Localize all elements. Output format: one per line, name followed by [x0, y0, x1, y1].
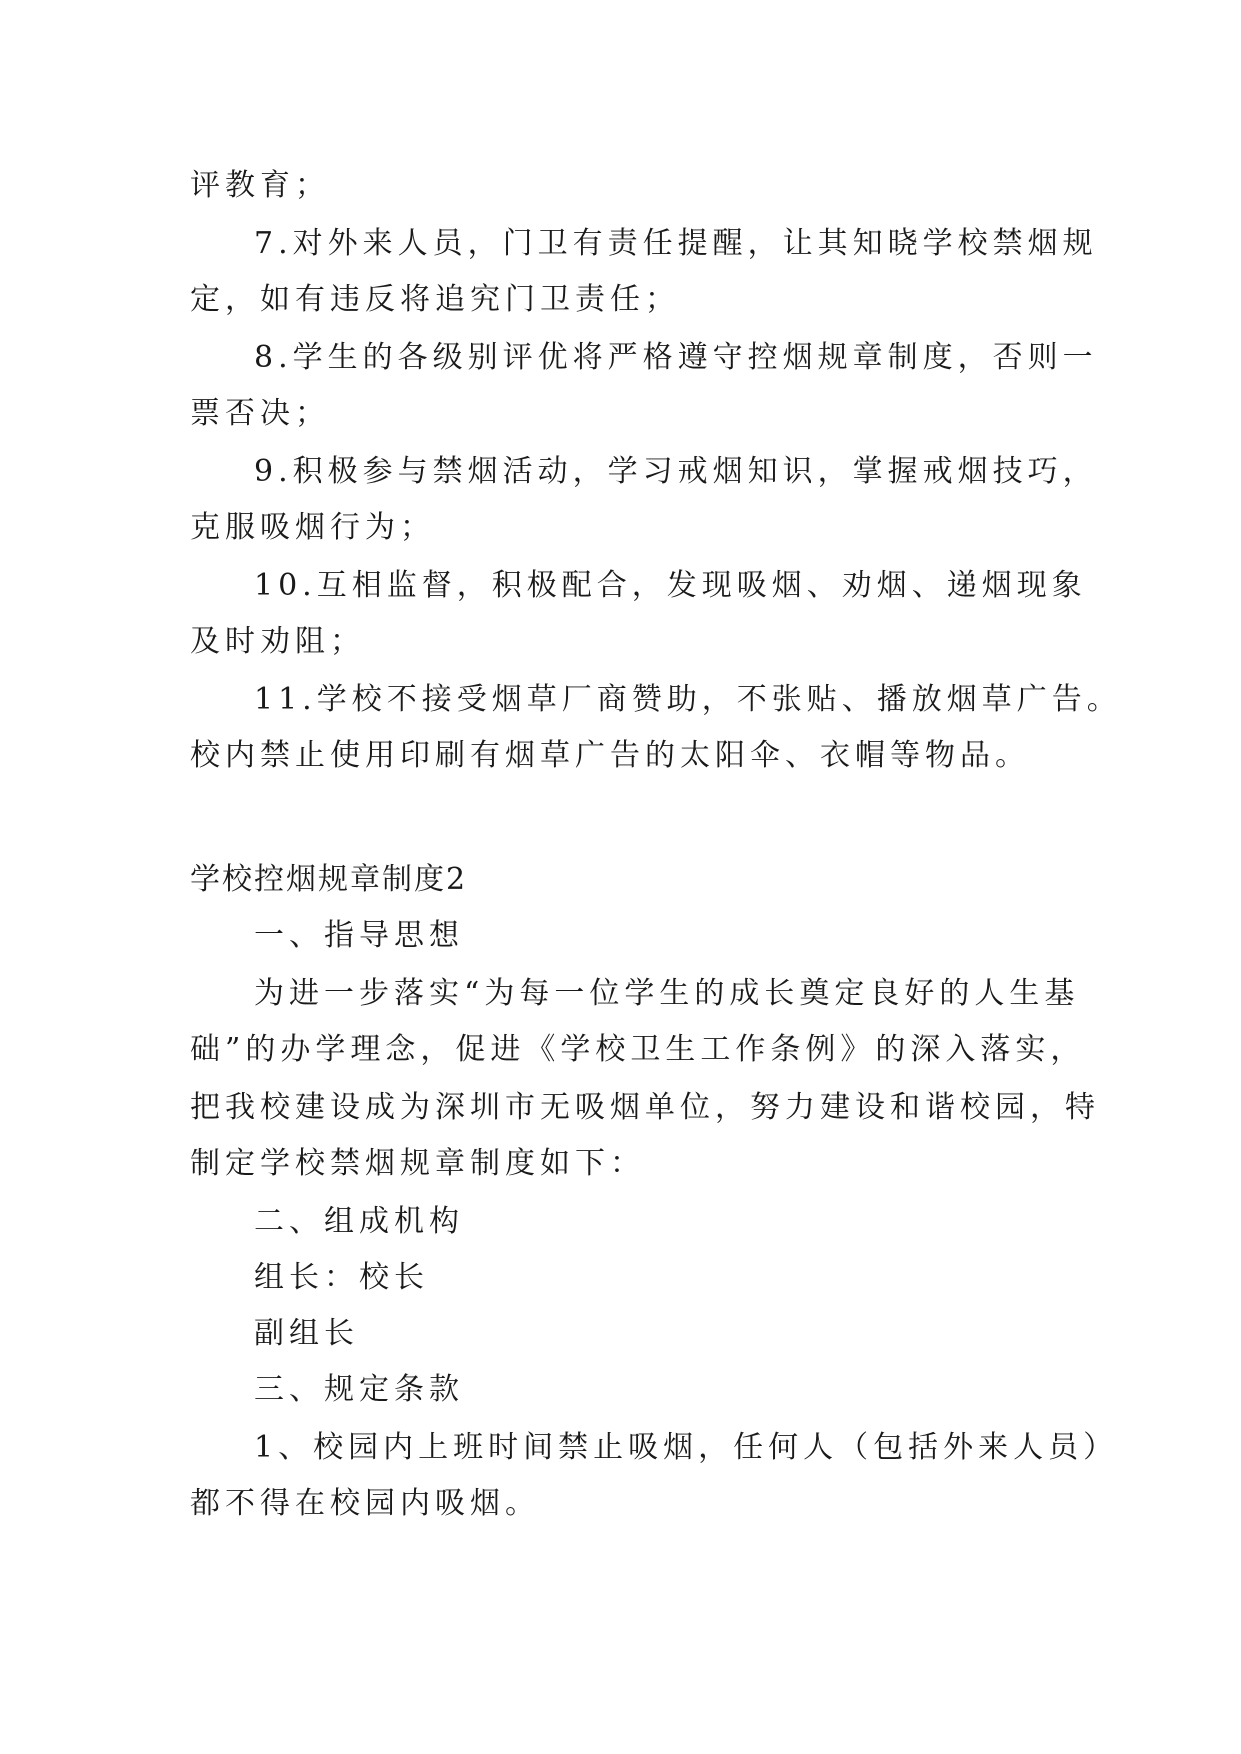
section-heading: 一、指导思想 [254, 918, 464, 953]
paragraph-line: 及时劝阻； [190, 624, 365, 659]
paragraph-line: 7.对外来人员，门卫有责任提醒，让其知晓学校禁烟规 [254, 226, 1098, 261]
paragraph-line: 础”的办学理念，促进《学校卫生工作条例》的深入落实， [190, 1032, 1086, 1067]
paragraph-line: 11.学校不接受烟草厂商赞助，不张贴、播放烟草广告。 [254, 682, 1122, 717]
paragraph-line: 为进一步落实“为每一位学生的成长奠定良好的人生基 [254, 976, 1080, 1011]
paragraph-line: 组长：校长 [254, 1260, 429, 1295]
paragraph-line: 校内禁止使用印刷有烟草广告的太阳伞、衣帽等物品。 [190, 738, 1030, 773]
paragraph-line: 把我校建设成为深圳市无吸烟单位，努力建设和谐校园，特 [190, 1090, 1100, 1125]
paragraph-line: 1、校园内上班时间禁止吸烟，任何人（包括外来人员） [254, 1430, 1119, 1465]
paragraph-line: 克服吸烟行为； [190, 510, 435, 545]
paragraph-line: 都不得在校园内吸烟。 [190, 1486, 540, 1521]
section-title: 学校控烟规章制度2 [190, 862, 468, 897]
paragraph-line: 9.积极参与禁烟活动，学习戒烟知识，掌握戒烟技巧， [254, 454, 1098, 489]
section-heading: 三、规定条款 [254, 1372, 464, 1407]
paragraph-line: 8.学生的各级别评优将严格遵守控烟规章制度，否则一 [254, 340, 1098, 375]
paragraph-line: 制定学校禁烟规章制度如下： [190, 1146, 645, 1181]
paragraph-line: 副组长 [254, 1316, 359, 1351]
paragraph-line: 票否决； [190, 396, 330, 431]
paragraph-line: 定，如有违反将追究门卫责任； [190, 282, 680, 317]
paragraph-line: 10.互相监督，积极配合，发现吸烟、劝烟、递烟现象 [254, 568, 1087, 603]
paragraph-line: 评教育； [190, 168, 330, 203]
section-heading: 二、组成机构 [254, 1204, 464, 1239]
